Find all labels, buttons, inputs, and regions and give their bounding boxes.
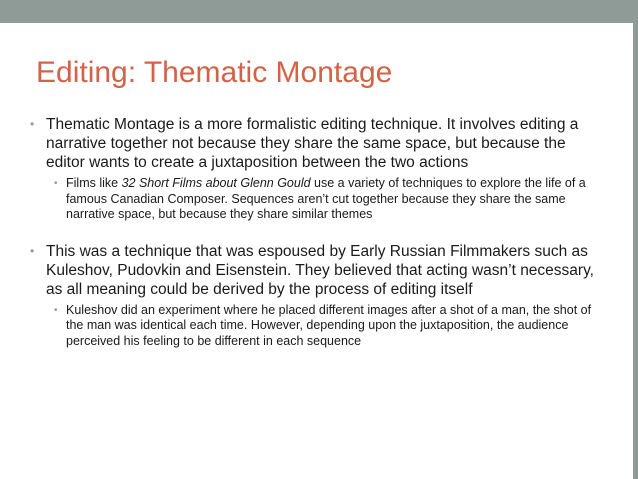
bullet-text: Thematic Montage is a more formalistic editing technique. It involves editing a narrative together not because they share the same space, but because the editor wants to create a juxtaposition between the two actions — [46, 116, 579, 171]
bullet-item — [30, 242, 605, 299]
bullet-icon: • — [30, 117, 35, 131]
sub-bullet-text: Kuleshov did an experiment where he placed different images after a shot of a man, the shot of the man was identical each time. However, depending upon the juxtaposition, the audience perceived his feeling to be different in each sequence — [66, 302, 592, 348]
bullet-item — [30, 115, 605, 172]
sub-bullet-text-pre: Films like — [66, 176, 122, 190]
bullet-icon: • — [30, 243, 35, 258]
sub-bullet-item — [30, 303, 605, 350]
sub-bullet-item — [30, 176, 605, 223]
bullet-text: This was a technique that was espoused by Early Russian Filmmakers such as Kuleshov, Pudovkin and Eisenstein. They believed that acting wasn’t necessary, as all meaning could be derived by the process of editing itself — [46, 242, 594, 298]
bullet-icon: • — [54, 304, 58, 316]
top-bar — [0, 0, 638, 23]
slide-body — [30, 115, 605, 349]
bullet-icon: • — [54, 178, 58, 189]
right-edge-bar — [633, 23, 638, 479]
sub-bullet-text-post: use a variety of techniques to explore the life of a famous Canadian Composer. Sequences aren’t cut together because they share the same narrative space, but because they share similar themes — [66, 176, 586, 221]
slide-title: Editing: Thematic Montage — [36, 56, 393, 89]
film-title: 32 Short Films about Glenn Gould — [121, 176, 311, 190]
